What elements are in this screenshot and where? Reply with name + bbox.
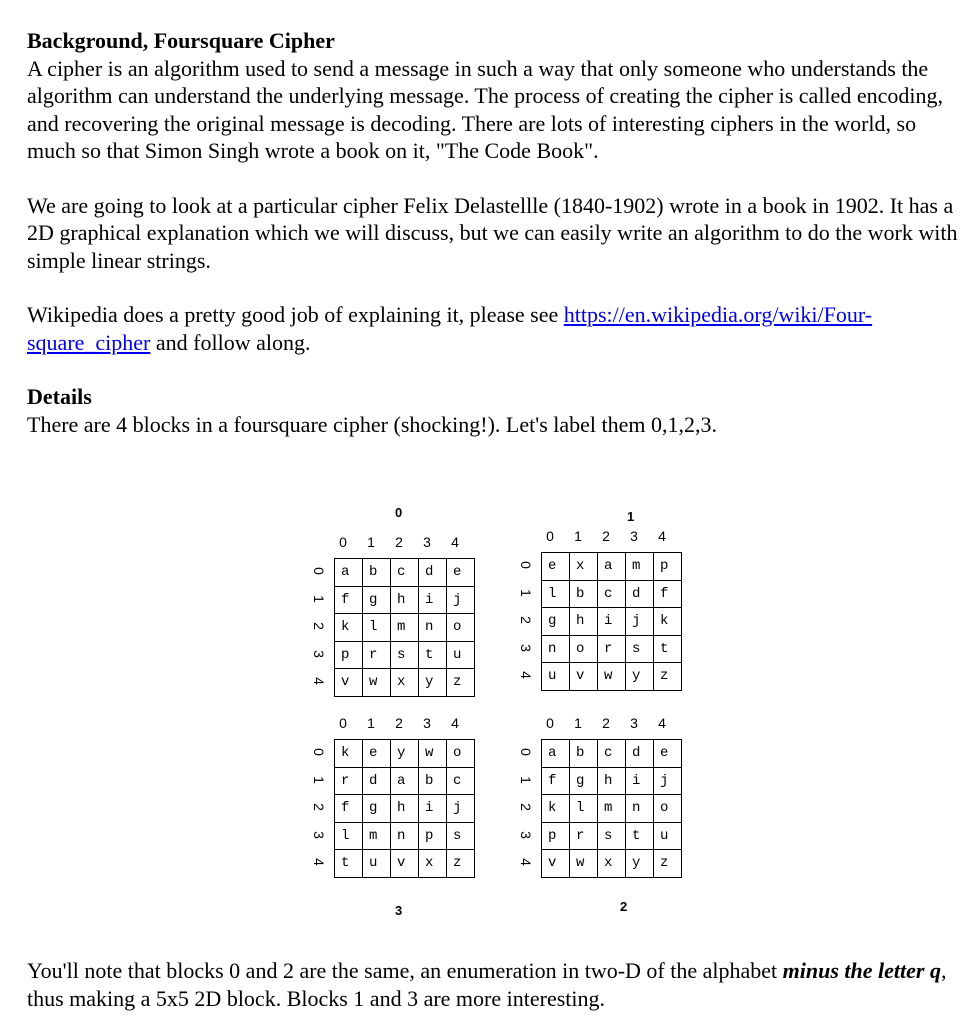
grid-cell: p [542,822,570,850]
grid-cell: n [391,822,419,850]
closing-section [27,957,962,1012]
grid-cell: t [654,635,682,663]
block1-column-index: 2 [602,528,610,544]
grid-cell: g [570,767,598,795]
grid-cell: i [419,795,447,823]
grid-cell: d [419,559,447,587]
grid-cell: w [598,663,626,691]
grid-cell: r [363,641,391,669]
grid-cell: y [626,850,654,878]
block3-column-index: 0 [339,715,347,731]
grid-cell: r [598,635,626,663]
grid-cell: f [335,586,363,614]
grid-cell: m [626,553,654,581]
grid-cell: k [335,614,363,642]
grid-row [542,850,682,878]
grid-row [335,614,475,642]
block1-row-index: 3 [518,643,534,652]
grid-cell: f [542,767,570,795]
grid-cell: s [626,635,654,663]
grid-cell: d [626,740,654,768]
grid-cell: c [598,580,626,608]
grid-cell: p [654,553,682,581]
grid-cell: u [654,822,682,850]
grid-cell: w [363,669,391,697]
grid-cell: x [391,669,419,697]
grid-cell: k [542,795,570,823]
grid-row [542,608,682,636]
grid-cell: f [654,580,682,608]
block0-column-index: 1 [367,534,375,550]
block0-row-index: 4 [311,677,327,685]
grid-cell: p [335,641,363,669]
block0-grid [334,558,475,697]
grid-cell: i [626,767,654,795]
grid-cell: y [391,740,419,768]
grid-row [335,559,475,587]
block2-grid [541,739,682,878]
block3-column-index: 4 [451,715,459,731]
block3-row-index: 3 [311,830,327,839]
grid-cell: u [363,850,391,878]
block2-column-index: 4 [658,715,666,731]
grid-row [542,740,682,768]
block1-column-index: 1 [574,528,582,544]
grid-row [335,850,475,878]
block0-row-index: 1 [311,594,327,603]
block0-column-index: 2 [395,534,403,550]
grid-cell: e [542,553,570,581]
background-heading: Background, Foursquare Cipher [27,28,335,53]
closing-text-trail: , thus making a 5x5 2D block. Blocks 1 and 3 are more interesting. [27,958,947,1011]
grid-cell: j [654,767,682,795]
grid-cell: w [419,740,447,768]
grid-cell: m [363,822,391,850]
block2-row-index: 3 [518,830,534,839]
grid-cell: c [598,740,626,768]
grid-cell: j [447,795,475,823]
grid-row [542,580,682,608]
grid-cell: u [542,663,570,691]
grid-cell: v [335,669,363,697]
grid-row [542,767,682,795]
grid-cell: c [391,559,419,587]
grid-row [335,740,475,768]
grid-cell: n [626,795,654,823]
block2-row-index: 2 [518,803,534,811]
grid-cell: s [447,822,475,850]
block2-column-index: 2 [602,715,610,731]
block1-row-index: 1 [518,588,534,597]
grid-cell: i [598,608,626,636]
grid-row [542,795,682,823]
grid-cell: a [598,553,626,581]
grid-cell: g [363,586,391,614]
grid-cell: g [542,608,570,636]
grid-cell: w [570,850,598,878]
grid-cell: j [447,586,475,614]
background-paragraph-1: A cipher is an algorithm used to send a message in such a way that only someone who understands the algorithm can understand the underlying message. The process of creating the cipher is called encoding, and recovering the original message is decoding. There are lots of interesting ciphers in the world, so much so that Simon Singh wrote a book on it, "The Code Book". [27,55,943,163]
block3-grid [334,739,475,878]
block1-row-index: 2 [518,616,534,624]
block1-grid [541,552,682,691]
grid-cell: k [654,608,682,636]
block0-column-index: 3 [423,534,431,550]
grid-cell: h [570,608,598,636]
block1-column-index: 3 [630,528,638,544]
grid-cell: x [419,850,447,878]
details-paragraph: There are 4 blocks in a foursquare cipher (shocking!). Let's label them 0,1,2,3. [27,411,718,437]
grid-cell: l [570,795,598,823]
block0-column-index: 0 [339,534,347,550]
grid-cell: y [626,663,654,691]
block2-row-index: 4 [518,858,534,866]
grid-row [542,822,682,850]
block1-label: 1 [627,509,635,524]
grid-cell: n [419,614,447,642]
grid-cell: x [570,553,598,581]
block2-row-index: 0 [518,748,534,756]
grid-cell: o [570,635,598,663]
block0-label: 0 [395,505,403,520]
grid-cell: b [363,559,391,587]
grid-cell: f [335,795,363,823]
grid-cell: z [447,850,475,878]
grid-cell: t [626,822,654,850]
grid-cell: h [391,795,419,823]
block2-row-index: 1 [518,775,534,784]
wikipedia-link[interactable]: https://en.wikipedia.org/wiki/Four-square_cipher [27,302,873,355]
grid-cell: m [391,614,419,642]
block0-row-index: 3 [311,649,327,658]
grid-cell: e [363,740,391,768]
block3-row-index: 1 [311,775,327,784]
grid-cell: o [447,740,475,768]
grid-cell: a [391,767,419,795]
grid-cell: z [447,669,475,697]
grid-cell: e [447,559,475,587]
grid-cell: b [570,740,598,768]
grid-cell: d [626,580,654,608]
block0-row-index: 2 [311,622,327,630]
grid-cell: c [447,767,475,795]
grid-cell: b [419,767,447,795]
grid-cell: v [391,850,419,878]
grid-cell: v [542,850,570,878]
block1-row-index: 0 [518,561,534,569]
block0-column-index: 4 [451,534,459,550]
grid-cell: l [335,822,363,850]
grid-cell: v [570,663,598,691]
block3-row-index: 4 [311,858,327,866]
grid-cell: h [391,586,419,614]
wikipedia-trail-text: and follow along. [150,329,311,355]
block3-column-index: 1 [367,715,375,731]
grid-cell: s [391,641,419,669]
block3-row-index: 0 [311,748,327,756]
block3-row-index: 2 [311,803,327,811]
grid-cell: z [654,663,682,691]
block0-row-index: 0 [311,567,327,575]
grid-cell: y [419,669,447,697]
block1-column-index: 0 [546,528,554,544]
closing-emphasis: minus the letter q [782,958,941,983]
grid-cell: o [654,795,682,823]
details-heading: Details [27,384,92,409]
grid-cell: r [570,822,598,850]
grid-cell: j [626,608,654,636]
grid-row [335,669,475,697]
grid-cell: l [542,580,570,608]
grid-cell: b [570,580,598,608]
block2-label: 2 [620,899,628,914]
grid-cell: u [447,641,475,669]
block3-column-index: 3 [423,715,431,731]
grid-cell: a [542,740,570,768]
grid-cell: t [419,641,447,669]
grid-row [335,586,475,614]
grid-cell: z [654,850,682,878]
block2-column-index: 1 [574,715,582,731]
closing-text-lead: You'll note that blocks 0 and 2 are the same, an enumeration in two-D of the alphabet [27,958,783,983]
block1-column-index: 4 [658,528,666,544]
block3-column-index: 2 [395,715,403,731]
block2-column-index: 0 [546,715,554,731]
grid-row [335,767,475,795]
grid-row [542,635,682,663]
grid-cell: h [598,767,626,795]
grid-cell: t [335,850,363,878]
grid-row [542,663,682,691]
grid-cell: l [363,614,391,642]
block3-label: 3 [395,903,403,918]
grid-cell: p [419,822,447,850]
grid-cell: i [419,586,447,614]
document [27,27,962,438]
grid-cell: n [542,635,570,663]
grid-cell: a [335,559,363,587]
block2-column-index: 3 [630,715,638,731]
background-paragraph-3 [27,301,962,356]
grid-row [335,641,475,669]
grid-cell: k [335,740,363,768]
grid-cell: g [363,795,391,823]
grid-row [542,553,682,581]
grid-cell: m [598,795,626,823]
grid-row [335,795,475,823]
grid-row [335,822,475,850]
grid-cell: s [598,822,626,850]
grid-cell: o [447,614,475,642]
background-paragraph-2: We are going to look at a particular cipher Felix Delastellle (1840-1902) wrote in a book in 1902. It has a 2D graphical explanation which we will discuss, but we can easily write an algorithm to do the work with simple linear strings. [27,192,958,273]
closing-paragraph [27,957,962,1012]
wikipedia-lead-text: Wikipedia does a pretty good job of explaining it, please see [27,302,564,327]
grid-cell: e [654,740,682,768]
block1-row-index: 4 [518,671,534,679]
grid-cell: r [335,767,363,795]
grid-cell: d [363,767,391,795]
grid-cell: x [598,850,626,878]
